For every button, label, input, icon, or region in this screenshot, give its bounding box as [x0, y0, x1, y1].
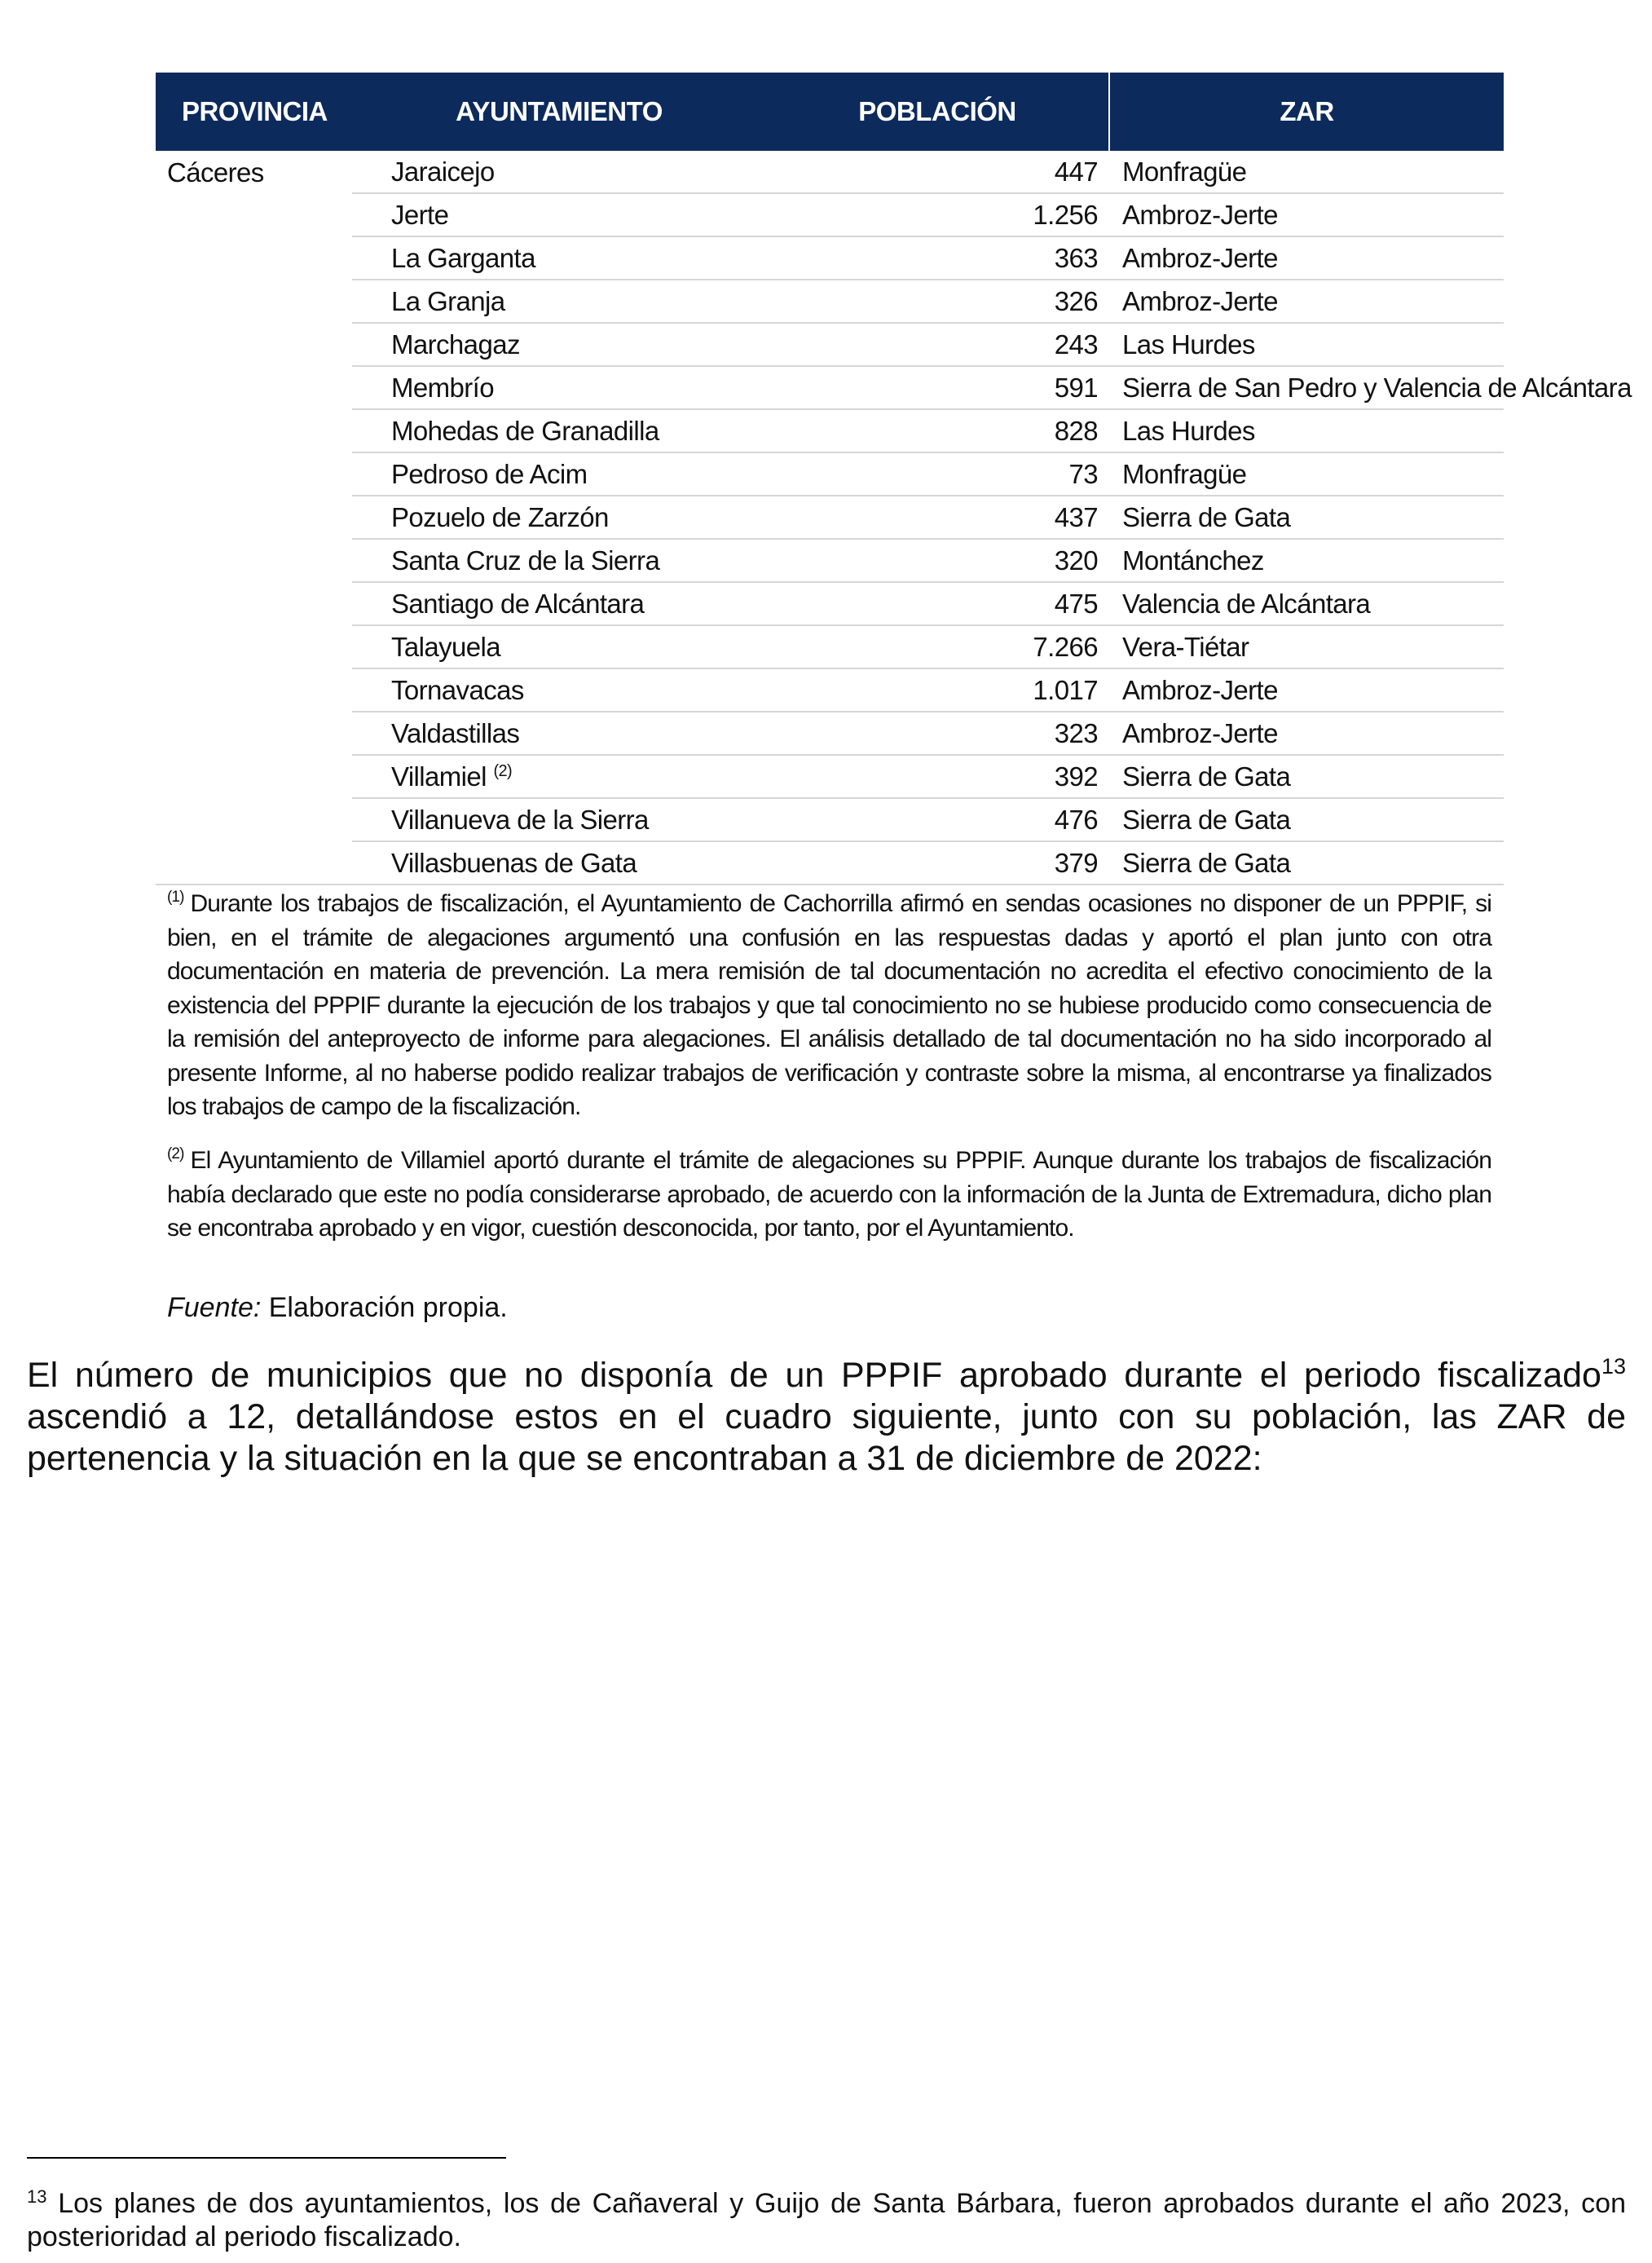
cell-ayuntamiento	[352, 798, 766, 841]
table-row	[156, 625, 1504, 668]
table-row	[156, 236, 1504, 280]
cell-poblacion: 363	[766, 236, 1109, 280]
table-source	[167, 1292, 508, 1324]
cell-provincia	[156, 323, 352, 366]
cell-ayuntamiento	[352, 539, 766, 582]
cell-zar: Ambroz-Jerte	[1109, 668, 1504, 712]
cell-ayuntamiento	[352, 496, 766, 539]
cell-poblacion: 447	[766, 151, 1109, 193]
header-provincia: PROVINCIA	[156, 73, 352, 151]
cell-ayuntamiento	[352, 323, 766, 366]
footnote-reference[interactable]: 13	[1601, 1354, 1626, 1379]
cell-poblacion: 326	[766, 280, 1109, 323]
cell-poblacion: 475	[766, 582, 1109, 625]
cell-poblacion: 1.017	[766, 668, 1109, 712]
cell-ayuntamiento	[352, 193, 766, 236]
cell-ayuntamiento	[352, 625, 766, 668]
cell-ayuntamiento	[352, 668, 766, 712]
cell-provincia	[156, 668, 352, 712]
note-1-mark: (1)	[167, 889, 184, 906]
cell-provincia	[156, 798, 352, 841]
cell-zar: Sierra de Gata	[1109, 841, 1504, 884]
cell-poblacion: 73	[766, 452, 1109, 496]
table-row	[156, 323, 1504, 366]
table-note-1	[167, 887, 1491, 1124]
footnote-text: Los planes de dos ayuntamientos, los de Cañaveral y Guijo de Santa Bárbara, fueron aprobados durante el año 2023, con posterioridad al periodo fiscalizado.	[27, 2188, 1626, 2252]
ayuntamiento-name: Jaraicejo	[391, 157, 495, 187]
cell-zar: Vera-Tiétar	[1109, 625, 1504, 668]
note-reference: (2)	[493, 762, 513, 780]
source-label: Fuente:	[167, 1292, 262, 1323]
ayuntamiento-name: Pedroso de Acim	[391, 459, 588, 489]
header-zar: ZAR	[1109, 73, 1504, 151]
cell-provincia	[156, 280, 352, 323]
ayuntamiento-name: Membrío	[391, 373, 494, 403]
cell-provincia	[156, 841, 352, 884]
cell-poblacion: 437	[766, 496, 1109, 539]
table-row	[156, 539, 1504, 582]
cell-provincia	[156, 712, 352, 755]
table-row	[156, 582, 1504, 625]
table-row	[156, 366, 1504, 409]
table-body	[156, 151, 1632, 884]
table-row	[156, 668, 1504, 712]
cell-provincia	[156, 193, 352, 236]
cell-ayuntamiento	[352, 582, 766, 625]
ayuntamiento-name: Jerte	[391, 200, 449, 230]
cell-poblacion: 379	[766, 841, 1109, 884]
cell-zar: Sierra de Gata	[1109, 798, 1504, 841]
table-note-2	[167, 1144, 1491, 1246]
header-ayuntamiento: AYUNTAMIENTO	[352, 73, 766, 151]
cell-poblacion: 591	[766, 366, 1109, 409]
table-row	[156, 280, 1504, 323]
cell-ayuntamiento	[352, 452, 766, 496]
cell-zar: Montánchez	[1109, 539, 1504, 582]
table-row	[156, 496, 1504, 539]
cell-zar: Sierra de San Pedro y Valencia de Alcántara	[1109, 366, 1504, 409]
table-row	[156, 151, 1504, 193]
cell-zar: Ambroz-Jerte	[1109, 280, 1504, 323]
ayuntamiento-name: Villamiel	[391, 761, 487, 792]
cell-poblacion: 323	[766, 712, 1109, 755]
body-paragraph	[27, 1355, 1626, 1480]
ayuntamiento-name: Pozuelo de Zarzón	[391, 502, 609, 532]
cell-provincia	[156, 496, 352, 539]
source-text: Elaboración propia.	[261, 1292, 508, 1323]
cell-poblacion: 320	[766, 539, 1109, 582]
cell-ayuntamiento	[352, 236, 766, 280]
cell-zar: Ambroz-Jerte	[1109, 236, 1504, 280]
ayuntamiento-name: Tornavacas	[391, 675, 524, 705]
cell-zar: Las Hurdes	[1109, 409, 1504, 452]
cell-ayuntamiento	[352, 280, 766, 323]
cell-ayuntamiento	[352, 841, 766, 884]
footnote-separator	[27, 2157, 506, 2159]
cell-poblacion: 828	[766, 409, 1109, 452]
cell-provincia	[156, 755, 352, 798]
table-row	[156, 409, 1504, 452]
cell-ayuntamiento	[352, 712, 766, 755]
table-row	[156, 798, 1504, 841]
cell-ayuntamiento	[352, 409, 766, 452]
table-row	[156, 712, 1504, 755]
cell-zar: Ambroz-Jerte	[1109, 193, 1504, 236]
cell-zar: Las Hurdes	[1109, 323, 1504, 366]
ayuntamiento-name: Villasbuenas de Gata	[391, 848, 637, 878]
cell-provincia	[156, 236, 352, 280]
cell-ayuntamiento	[352, 755, 766, 798]
header-poblacion: POBLACIÓN	[766, 73, 1109, 151]
cell-poblacion: 1.256	[766, 193, 1109, 236]
note-1-text: Durante los trabajos de fiscalización, el Ayuntamiento de Cachorrilla afirmó en sendas ocasiones no disponer de un PPPIF, si bien, en el trámite de alegaciones argumentó una confusión en las respuestas dadas y aportó el plan junto con otra documentación en materia de prevención. La mera remisión de tal documentación no acredita el efectivo conocimiento de la existencia del PPPIF durante la ejecución de los trabajos y que tal conocimiento no se hubiese producido como consecuencia de la remisión del anteproyecto de informe para alegaciones. El análisis detallado de tal documentación no ha sido incorporado al presente Informe, al no haberse podido realizar trabajos de verificación y contraste sobre la misma, al encontrarse ya finalizados los trabajos de campo de la fiscalización.	[167, 890, 1491, 1120]
note-2-mark: (2)	[167, 1145, 184, 1162]
ayuntamiento-name: La Garganta	[391, 243, 535, 273]
cell-provincia	[156, 452, 352, 496]
paragraph-part-2: ascendió a 12, detallándose estos en el cuadro siguiente, junto con su población, las ZAR de pertenencia y la situación en la que se encontraban a 31 de diciembre de 2022:	[27, 1397, 1626, 1478]
municipalities-table-container	[156, 73, 1632, 885]
cell-poblacion: 392	[766, 755, 1109, 798]
cell-provincia	[156, 625, 352, 668]
table-row	[156, 193, 1504, 236]
table-row	[156, 452, 1504, 496]
cell-provincia	[156, 409, 352, 452]
paragraph-part-1: El número de municipios que no disponía de un PPPIF aprobado durante el periodo fiscalizado	[27, 1356, 1601, 1395]
cell-provincia: Cáceres	[167, 157, 264, 187]
municipalities-table	[156, 73, 1632, 885]
ayuntamiento-name: Talayuela	[391, 632, 501, 662]
cell-provincia	[156, 582, 352, 625]
ayuntamiento-name: Marchagaz	[391, 329, 520, 360]
note-2-text: El Ayuntamiento de Villamiel aportó durante el trámite de alegaciones su PPPIF. Aunque durante los trabajos de fiscalización había declarado que este no podía considerarse aprobado, de acuerdo con la información de la Junta de Extremadura, dicho plan se encontraba aprobado y en vigor, cuestión desconocida, por tanto, por el Ayuntamiento.	[167, 1147, 1491, 1242]
cell-ayuntamiento	[352, 366, 766, 409]
ayuntamiento-name: Mohedas de Granadilla	[391, 416, 659, 446]
ayuntamiento-name: Valdastillas	[391, 718, 520, 748]
cell-zar: Sierra de Gata	[1109, 755, 1504, 798]
cell-zar: Monfragüe	[1109, 151, 1504, 193]
cell-zar: Sierra de Gata	[1109, 496, 1504, 539]
ayuntamiento-name: Villanueva de la Sierra	[391, 805, 649, 835]
ayuntamiento-name: Santa Cruz de la Sierra	[391, 545, 660, 576]
cell-provincia	[156, 539, 352, 582]
cell-zar: Ambroz-Jerte	[1109, 712, 1504, 755]
cell-zar: Valencia de Alcántara	[1109, 582, 1504, 625]
cell-poblacion: 243	[766, 323, 1109, 366]
ayuntamiento-name: La Granja	[391, 286, 505, 316]
table-header-row	[156, 73, 1504, 151]
cell-provincia	[156, 366, 352, 409]
table-row	[156, 755, 1504, 798]
page-footnote	[27, 2187, 1626, 2254]
table-row	[156, 841, 1504, 884]
cell-poblacion: 7.266	[766, 625, 1109, 668]
footnote-mark: 13	[27, 2186, 47, 2207]
cell-ayuntamiento	[352, 151, 766, 193]
ayuntamiento-name: Santiago de Alcántara	[391, 589, 645, 619]
cell-zar: Monfragüe	[1109, 452, 1504, 496]
cell-poblacion: 476	[766, 798, 1109, 841]
